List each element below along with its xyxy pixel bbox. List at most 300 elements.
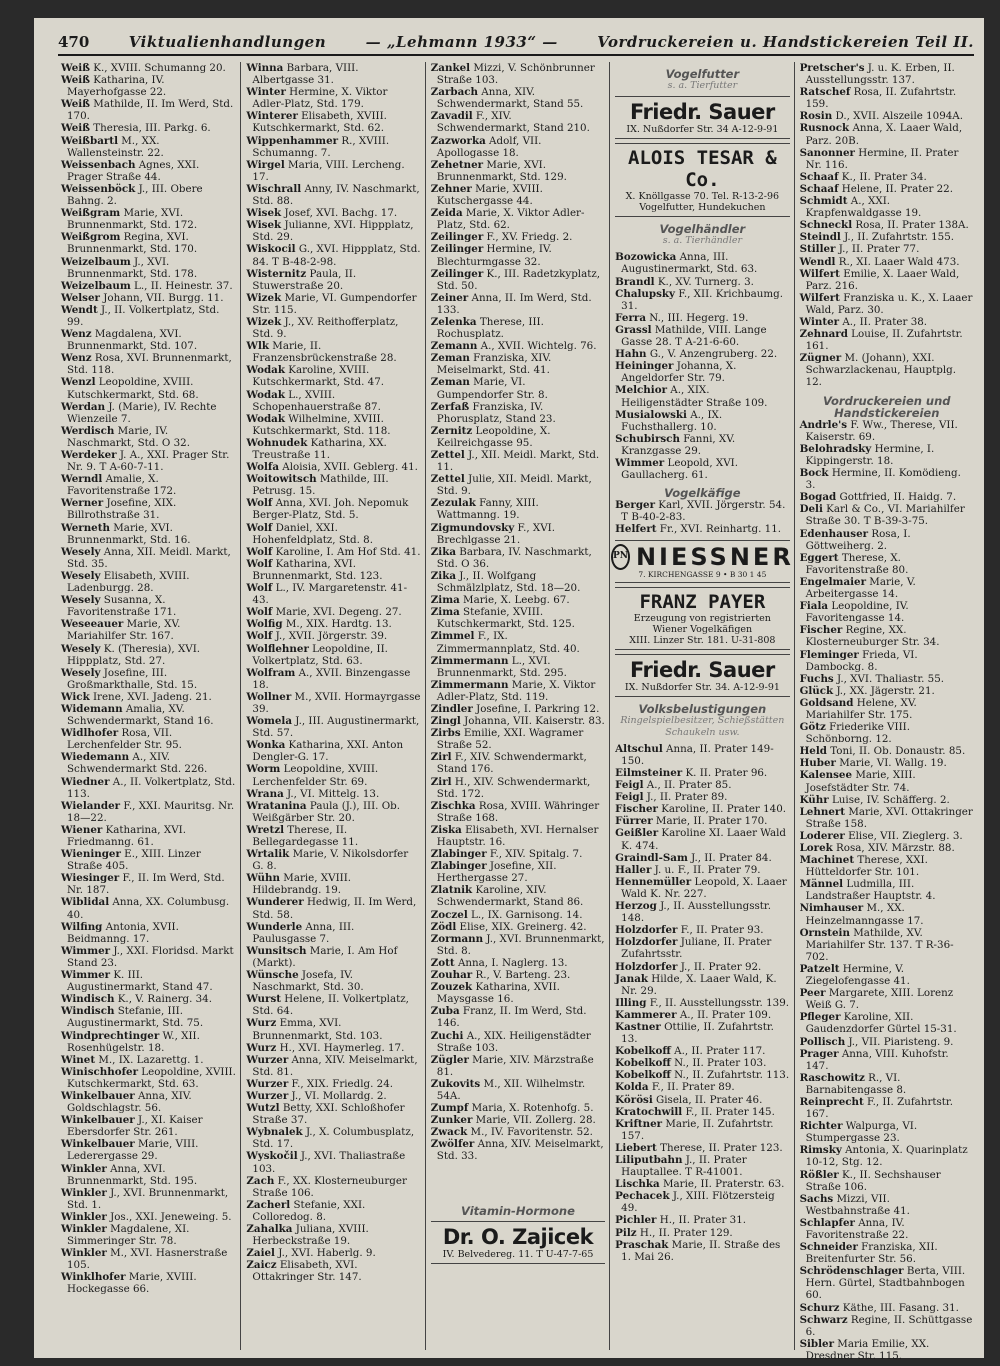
directory-entry: Weseeauer Marie, XV. Mariahilfer Str. 167. (61, 618, 181, 643)
directory-entry: Zezulak Fanny, XIII. Wattmanng. 19. (430, 497, 539, 522)
directory-entry: Rusnock Anna, X. Laaer Wald, Parz. 20B. (799, 122, 963, 147)
directory-entry: Wesely Josefine, III. Großmarkthalle, Std. 15. (61, 666, 198, 691)
directory-entry: Winet M., IX. Lazarettg. 1. (61, 1053, 204, 1066)
directory-entry: Deli Karl & Co., VI. Mariahilfer Straße 30. T B-39-3-75. (799, 503, 965, 528)
directory-entry: Wenz Rosa, XVI. Brunnenmarkt, Std. 118. (61, 352, 232, 377)
advert-payer-name: FRANZ PAYER (639, 590, 766, 613)
directory-entry: Lorek Rosa, XIV. Märzstr. 88. (799, 842, 955, 854)
directory-entry: Wonka Katharina, XXI. Anton Dengler-G. 17. (246, 739, 404, 764)
directory-entry: Held Toni, II. Ob. Donaustr. 85. (799, 745, 966, 758)
directory-entry: Widlhofer Rosa, VII. Lerchenfelder Str. 95. (61, 727, 182, 752)
directory-entry: Zimmel F., IX. Zimmermannplatz, Std. 40. (430, 630, 580, 655)
directory-entry: Wiedemann A., XIV. Schwendermarkt Std. 226. (61, 751, 208, 776)
directory-entry: Wilfert Emilie, X. Laaer Wald, Parz. 216. (799, 267, 960, 292)
page-number: 470 (58, 33, 90, 51)
directory-entry: Zimmermann L., XVI. Brunnenmarkt, Std. 295. (430, 654, 567, 679)
directory-entry: Wolfa Aloisia, XVII. Geblerg. 41. (246, 461, 418, 474)
directory-entry: Wisek Josef, XVI. Bachg. 17. (246, 207, 398, 220)
directory-entry: Welser Johann, VII. Burgg. 11. (61, 291, 224, 304)
center-running-title: — „Lehmann 1933“ — (365, 33, 558, 51)
section-title-volksbelustigungen: Volksbelustigungen (638, 701, 767, 716)
directory-entry: Wisternitz Paula, II. Stuwerstraße 20. (246, 267, 357, 292)
directory-entry: Kratochwill F., II. Prater 145. (615, 1105, 775, 1118)
directory-entry: Herzog J., II. Ausstellungsstr. 148. (615, 900, 771, 925)
directory-entry: Winkelbauer Anna, XIV. Goldschlagstr. 56. (61, 1089, 192, 1115)
directory-entry: Lischka Marie, II. Praterstr. 63. (615, 1178, 785, 1191)
directory-entry: Holzdorfer J., II. Prater 92. (615, 960, 762, 973)
directory-entry: Wurst Helene, II. Volkertplatz, Std. 64. (246, 993, 409, 1018)
directory-entry: Winterer Elisabeth, XVIII. Kutschkermarkt, Std. 62. (246, 110, 387, 135)
directory-entry: Wunsitsch Marie, I. Am Hof (Markt). (246, 944, 398, 969)
directory-entry: Worm Leopoldine, XVIII. Lerchenfelder Str. 69. (246, 763, 379, 788)
directory-entry: Zerfaß Franziska, IV. Phorusplatz, Stand 23. (430, 400, 556, 425)
directory-entry: Stiller J., II. Prater 77. (799, 243, 920, 256)
advert-payer-desc: Erzeugung von registrierten Wiener Vogelkäfigen (633, 612, 771, 635)
page-header (58, 30, 974, 56)
directory-entry: Werdan J. (Marie), IV. Rechte Wienzeile 7. (61, 400, 217, 425)
advert-sauer-2 (615, 654, 789, 697)
directory-entry: Bozowicka Anna, III. Augustinermarkt, Std. 63. (615, 251, 758, 276)
directory-entry: Wrana J., VI. Mittelg. 13. (246, 787, 380, 800)
advert-tesar-name: ALOIS TESAR & Co. (628, 147, 777, 192)
directory-entry: Winklhofer Marie, XVIII. Hockegasse 66. (61, 1271, 197, 1296)
directory-entry: Winter A., II. Prater 38. (799, 315, 928, 328)
directory-entry: Pechacek J., XIII. Flötzersteig 49. (615, 1190, 775, 1215)
directory-entry: Zika J., II. Wolfgang Schmälzlplatz, Std. 18—20. (430, 569, 581, 595)
advert-sauer-2-name: Friedr. Sauer (629, 657, 775, 682)
directory-entry: Götz Friederike VIII. Schönborng. 12. (799, 721, 910, 746)
advert-sauer-2-address: IX. Nußdorfer Str. 34. A-12-9-91 (624, 681, 780, 693)
directory-entry: Zunker Marie, VII. Zollerg. 28. (430, 1114, 596, 1127)
directory-entry: Wenzl Leopoldine, XVIII. Kutschkermarkt, Std. 68. (61, 376, 199, 401)
directory-entry: Zindler Josefine, I. Parkring 12. (430, 702, 600, 715)
directory-entry: Zott Anna, I. Naglerg. 13. (430, 956, 568, 969)
directory-entry: Winkler Magdalene, XI. Simmeringer Str. 78. (61, 1223, 190, 1248)
directory-entry: Zwack M., IV. Favoritenstr. 52. (430, 1126, 593, 1139)
directory-entry: Winkler M., XVI. Hasnerstraße 105. (61, 1247, 228, 1272)
directory-entry: Holzdorfer Juliane, II. Prater Zufahrtsstr. (615, 936, 772, 961)
directory-entry: Nimhauser M., XX. Heinzelmanngasse 17. (799, 902, 924, 927)
directory-entry: Zavadil F., XIV. Schwendermarkt, Stand 210. (430, 110, 590, 135)
advert-zajicek-address: IV. Belvedereg. 11. T U-47-7-65 (442, 1248, 594, 1260)
directory-entry: Winkler Anna, XVI. Brunnenmarkt, Std. 195. (61, 1162, 198, 1187)
directory-entry: Zouzek Katharina, XVII. Maysgasse 16. (430, 981, 560, 1006)
directory-entry: Schwarz Regine, II. Schüttgasse 6. (799, 1313, 973, 1338)
directory-entry: Wohnudek Katharina, XX. Treustraße 11. (246, 436, 387, 461)
advert-sauer-1 (615, 96, 789, 139)
advert-niessner-address: 7. KIRCHENGASSE 9 • B 30 1 45 (638, 569, 767, 579)
directory-entry: Werndl Amalie, X. Favoritenstraße 172. (61, 473, 177, 498)
directory-entry: Weissenböck J., III. Obere Bahng. 2. (61, 182, 203, 208)
directory-entry: Richter Walpurga, VI. Stumpergasse 23. (799, 1120, 918, 1145)
directory-entry: Kühr Luise, IV. Schäfferg. 2. (799, 793, 950, 806)
directory-entry: Wurzer F., XIX. Friedlg. 24. (246, 1077, 394, 1090)
directory-entry: Schaaf K., II. Prater 34. (799, 170, 927, 183)
niessner-logo: PN (611, 544, 630, 570)
directory-entry: Zehner Marie, XVIII. Kutschergasse 44. (430, 182, 543, 208)
directory-entry: Zigmundovsky F., XVI. Brechlgasse 21. (430, 521, 555, 546)
directory-entry: Zankel Mizzi, V. Schönbrunner Straße 103. (430, 62, 595, 87)
directory-entry: Sanonner Hermine, II. Prater Nr. 116. (799, 146, 959, 171)
directory-entry: Schlapfer Anna, IV. Favoritenstraße 22. (799, 1216, 909, 1241)
directory-entry: Zeilinger Hermine, IV. Blechturmgasse 32. (430, 243, 552, 268)
advert-tesar-address: X. Knöllgasse 70. Tel. R-13-2-96 (625, 191, 780, 203)
directory-entry: Zeiner Anna, II. Im Werd, Std. 133. (430, 291, 592, 316)
directory-entry: Wiener Katharina, XVI. Friedmanng. 61. (61, 823, 186, 848)
directory-entry: Winischhofer Leopoldine, XVIII. Kutschkermarkt, Std. 63. (61, 1065, 236, 1090)
directory-entry: Zirl H., XIV. Schwendermarkt, Std. 172. (430, 775, 591, 800)
directory-entry: Wisek Julianne, XVI. Hippplatz, Std. 29. (246, 219, 414, 244)
directory-entry: Weiß K., XVIII. Schumanng 20. (61, 62, 226, 74)
directory-entry: Windprechtinger W., XII. Rosenhügelstr. 18. (61, 1029, 200, 1054)
directory-entry: Zeilinger F., XV. Friedg. 2. (430, 231, 573, 244)
directory-entry: Wurzer J., VI. Mollardg. 2. (246, 1089, 387, 1102)
advert-niessner-name: NIESSNER (635, 542, 794, 571)
directory-entry: Schneider Franziska, XII. Breitenfurter Str. 56. (799, 1241, 938, 1266)
directory-entry: Wunderer Hedwig, II. Im Werd, Std. 58. (246, 896, 417, 921)
directory-entry: Werdisch Marie, IV. Naschmarkt, Std. O 32. (61, 424, 190, 449)
directory-entry: Wollner M., XVII. Hormayrgasse 39. (246, 690, 421, 715)
directory-entry: Widemann Amalia, XV. Schwendermarkt, Stand 16. (61, 702, 214, 728)
advert-payer-address: XIII. Linzer Str. 181. U-31-808 (629, 634, 776, 646)
directory-entry: Loderer Elise, VII. Zieglerg. 3. (799, 829, 963, 842)
directory-entry: Wyskočil J., XVI. Thaliastraße 103. (246, 1150, 406, 1175)
column-5 (794, 62, 978, 1362)
directory-entry: Wunderle Anna, III. Paulusgasse 7. (246, 920, 355, 945)
directory-entry: Rößler K., II. Sechshauser Straße 106. (799, 1168, 941, 1193)
directory-entry: Wodak Wilhelmine, XVIII. Kutschkermarkt, Std. 118. (246, 412, 391, 437)
directory-entry: Kalensee Marie, XIII. Josefstädter Str. 74. (799, 769, 916, 794)
directory-entry: Wizek Marie, VI. Gumpendorfer Str. 115. (246, 291, 417, 316)
directory-entry: Wendt J., II. Volkertplatz, Std. 99. (61, 303, 220, 328)
directory-entry: Fischer Karoline, II. Prater 140. (615, 803, 787, 816)
directory-entry: Zouhar R., V. Barteng. 23. (430, 969, 571, 982)
directory-entry: Pfleger Karoline, XII. Gaudenzdorfer Gürtel 15-31. (799, 1011, 957, 1036)
column-1 (56, 62, 240, 1350)
directory-entry: Zahalka Juliana, XVIII. Herbeckstraße 19. (246, 1223, 369, 1248)
column-4 (609, 62, 793, 1350)
directory-entry: Wolfig M., XIX. Hardtg. 13. (246, 618, 392, 631)
section-sub-volksbelustigungen: Ringelspielbesitzer, Schießstätten Schaukeln usw. (620, 714, 785, 738)
directory-entry: Helfert Fr., XVI. Reinhartg. 11. (615, 523, 782, 536)
directory-entry: Belohradsky Hermine, I. Kippingerstr. 18. (799, 442, 935, 467)
directory-entry: Wratanina Paula (J.), III. Ob. Weißgärber Str. 20. (246, 799, 401, 824)
directory-entry: Windisch Stefanie, III. Augustinermarkt, Std. 75. (61, 1005, 204, 1030)
directory-entry: Pollisch J., VII. Piaristeng. 9. (799, 1035, 954, 1048)
directory-entry: Ornstein Mathilde, XV. Mariahilfer Str. 137. T R-36-702. (799, 926, 954, 963)
directory-entry: Zelenka Therese, III. Rochusplatz. (430, 315, 544, 341)
directory-entry: Zuba Franz, II. Im Werd, Std. 146. (430, 1005, 587, 1030)
directory-entry: Sibler Maria Emilie, XX. Dresdner Str. 115. (799, 1337, 930, 1362)
directory-entry: Zumpf Maria, X. Rotenhofg. 5. (430, 1102, 594, 1115)
directory-entry: Zirl F., XIV. Schwendermarkt, Stand 176. (430, 751, 587, 776)
directory-entry: Zaiel J., XVI. Haberlg. 9. (246, 1247, 376, 1260)
directory-entry: Rosin D., XVII. Alszeile 1094A. (799, 110, 964, 123)
directory-entry: Hahn G., V. Anzengruberg. 22. (615, 348, 778, 361)
directory-entry: Zima Marie, X. Leebg. 67. (430, 594, 570, 607)
directory-entry: Wodak Karoline, XVIII. Kutschkermarkt, Std. 47. (246, 364, 385, 389)
column-3 (425, 62, 609, 1350)
directory-entry: Ferra N., III. Hegerg. 19. (615, 311, 749, 324)
directory-entry: Eilmsteiner K. II. Prater 96. (615, 767, 768, 779)
directory-entry: Schneckl Rosa, II. Prater 138A. (799, 219, 969, 232)
directory-entry: Wiedner A., II. Volkertplatz, Std. 113. (61, 775, 236, 800)
directory-entry: Zügler Marie, XIV. Märzstraße 81. (430, 1053, 594, 1078)
directory-entry: Fürrer Marie, II. Prater 170. (615, 815, 768, 828)
directory-entry: Grassl Mathilde, VIII. Lange Gasse 28. T A-21-6-60. (615, 323, 767, 349)
directory-entry: Wolf Anna, XVI. Joh. Nepomuk Berger-Platz, Std. 5. (246, 497, 409, 522)
directory-entry: Hennemüller Leopold, X. Laaer Wald K. Nr. 227. (615, 875, 787, 900)
directory-entry: Graindl-Sam J., II. Prater 84. (615, 851, 772, 864)
directory-entry: Wlk Marie, II. Franzensbrückenstraße 28. (246, 340, 397, 365)
directory-entry: Zeman Franziska, XIV. Meiselmarkt, Std. 41. (430, 352, 552, 377)
directory-entry: Brandl K., XV. Turnerg. 3. (615, 275, 754, 288)
directory-entry: Janak Hilde, X. Laaer Wald, K. Nr. 29. (615, 972, 777, 997)
directory-entry: Haller J. u. F., II. Prater 79. (615, 863, 761, 876)
directory-entry: Wesely Anna, XII. Meidl. Markt, Std. 35. (61, 545, 231, 570)
directory-entry: Pilz H., II. Prater 129. (615, 1226, 733, 1239)
directory-entry: Wünsche Josefa, IV. Naschmarkt, Std. 30. (246, 969, 364, 994)
directory-entry: Zuchi A., XIX. Heiligenstädter Straße 103. (430, 1029, 591, 1054)
directory-entry: Wirgel Maria, VIII. Lercheng. 17. (246, 158, 405, 183)
section-title-vogelhaendler: Vogelhändler (659, 222, 746, 237)
directory-entry: Wesely K. (Theresia), XVI. Hippplatz, Std. 27. (61, 642, 201, 667)
directory-entry: Zehnard Louise, II. Zufahrtstr. 161. (799, 328, 963, 353)
directory-entry: Wurz H., XVI. Haymerleg. 17. (246, 1041, 405, 1054)
directory-entry: Fuchs J., XVI. Thaliastr. 55. (799, 672, 945, 685)
directory-entry: Zoczel L., IX. Garnisong. 14. (430, 908, 583, 921)
directory-entry: Schurz Käthe, III. Fasang. 31. (799, 1301, 959, 1314)
advert-zajicek-name: Dr. O. Zajicek (442, 1224, 594, 1249)
directory-entry: Andrle's F. Ww., Therese, VII. Kaiserstr. 69. (799, 418, 958, 443)
directory-entry: Zischka Rosa, XVIII. Währinger Straße 168. (430, 799, 600, 824)
directory-entry: Wippenhammer R., XVIII. Schumanng. 7. (246, 134, 390, 159)
directory-entry: Edenhauser Rosa, I. Göttweiherg. 2. (799, 527, 911, 552)
directory-entry: Feigl J., II. Prater 89. (615, 791, 728, 804)
directory-entry: Zormann J., XVI. Brunnenmarkt, Std. 8. (430, 932, 605, 957)
directory-entry: Zacherl Stefanie, XXI. Colloredog. 8. (246, 1198, 366, 1223)
directory-entry: Zlabinger F., XIV. Spitalg. 7. (430, 848, 583, 861)
directory-entry: Zettel Julie, XII. Meidl. Markt, Std. 9. (430, 473, 592, 498)
directory-entry: Eggert Therese, X. Favoritenstraße 80. (799, 551, 909, 576)
directory-entry: Zügner M. (Johann), XXI. Schwarzlackenau, Hauptplg. 12. (799, 352, 957, 389)
directory-entry: Zirbs Emilie, XXI. Wagramer Straße 52. (430, 727, 584, 752)
directory-entry: Weißgrom Regina, XVI. Brunnenmarkt, Std. 170. (61, 231, 198, 256)
directory-entry: Zach F., XX. Klosterneuburger Straße 106. (246, 1174, 407, 1199)
section-title-vogelkaefige: Vogelkäfige (664, 486, 741, 501)
directory-entry: Holzdorfer F., II. Prater 93. (615, 924, 764, 937)
directory-entry: Winkler Jos., XXI. Jeneweing. 5. (61, 1210, 232, 1223)
directory-entry: Wolf Marie, XVI. Degeng. 27. (246, 606, 402, 619)
directory-entry: Kobelkoff A., II. Prater 117. (615, 1045, 766, 1058)
section-title-vordruckereien: Vordruckereien und Handstickereien (822, 393, 951, 420)
directory-entry: Wolf Katharina, XVI. Brunnenmarkt, Std. 123. (246, 557, 383, 582)
directory-entry: Wiesinger F., II. Im Werd, Std. Nr. 187. (61, 872, 225, 897)
directory-entry: Weiß Mathilde, II. Im Werd, Std. 170. (61, 98, 234, 123)
directory-entry: Werneth Marie, XVI. Brunnenmarkt, Std. 16. (61, 521, 191, 546)
directory-entry: Schubirsch Fanni, XV. Kranzgasse 29. (615, 432, 736, 457)
directory-entry: Sachs Mizzi, VII. Westbahnstraße 41. (799, 1192, 910, 1217)
directory-entry: Zehetner Marie, XVI. Brunnenmarkt, Std. 129. (430, 158, 567, 183)
directory-entry: Wolfram A., XVII. Binzengasse 18. (246, 666, 411, 691)
directory-entry: Wodak L., XVIII. Schopenhauerstraße 87. (246, 388, 381, 413)
directory-entry: Woitowitsch Mathilde, III. Petrusg. 15. (246, 473, 389, 498)
directory-entry: Wielander F., XXI. Mauritsg. Nr. 18—22. (61, 799, 235, 824)
directory-entry: Windisch K., V. Rainerg. 34. (61, 993, 213, 1006)
directory-entry: Wurzer Anna, XIV. Meiselmarkt, Std. 81. (246, 1053, 418, 1078)
directory-entry: Weissenbach Agnes, XXI. Prager Straße 44. (61, 158, 200, 183)
directory-entry: Weißbartl M., XX. Wallensteinstr. 22. (61, 134, 164, 159)
right-running-title: Vordruckereien u. Handstickereien Teil II. (597, 33, 974, 51)
left-running-title: Viktualienhandlungen (128, 33, 327, 51)
directory-entry: Winkelbauer Marie, VIII. Lederergasse 29. (61, 1138, 199, 1163)
directory-entry: Kobelkoff N., II. Prater 103. (615, 1057, 767, 1070)
directory-entry: Reinprecht F., II. Zufahrtstr. 167. (799, 1095, 953, 1121)
directory-entry: Weiß Katharina, IV. Mayerhofgasse 22. (61, 74, 167, 99)
directory-entry: Ratschef Rosa, II. Zufahrtstr. 159. (799, 86, 957, 111)
directory-entry: Zernitz Leopoldine, X. Keilreichgasse 95. (430, 424, 551, 449)
directory-entry: Heininger Johanna, X. Angeldorfer Str. 79. (615, 360, 737, 385)
section-title-vogelfutter: Vogelfutter (665, 67, 740, 81)
directory-entry: Zeida Marie, X. Viktor Adler-Platz, Std. 62. (430, 207, 585, 232)
directory-entry: Wiblidal Anna, XX. Columbusg. 40. (61, 896, 230, 921)
directory-entry: Altschul Anna, II. Prater 149-150. (615, 742, 774, 767)
directory-entry: Zettel J., XII. Meidl. Markt, Std. 11. (430, 449, 600, 474)
directory-entry: Pretscher's J. u. K. Erben, II. Ausstellungsstr. 137. (799, 62, 955, 87)
advert-tesar (615, 143, 789, 217)
directory-entry: Engelmaier Marie, V. Arbeitergasse 14. (799, 575, 916, 601)
directory-entry: Kammerer A., II. Prater 109. (615, 1008, 772, 1021)
directory-page (34, 18, 984, 1362)
directory-entry: Bogad Gottfried, II. Haidg. 7. (799, 491, 957, 504)
directory-entry: Zlabinger Josefine, XII. Herthergasse 27. (430, 860, 557, 885)
directory-entry: Zeilinger K., III. Radetzkyplatz, Std. 50. (430, 267, 601, 292)
directory-entry: Peer Margarete, XIII. Lorenz Weiß G. 7. (799, 987, 954, 1012)
directory-entry: Wenz Magdalena, XVI. Brunnenmarkt, Std. 107. (61, 328, 198, 353)
directory-entry: Zödl Elise, XIX. Greinerg. 42. (430, 920, 587, 933)
directory-entry: Zeman Marie, VI. Gumpendorfer Str. 8. (430, 376, 548, 401)
directory-entry: Liliputbahn J., II. Prater Hauptallee. T R-41001. (615, 1154, 747, 1179)
directory-entry: Wolf J., XVII. Jörgerstr. 39. (246, 630, 388, 643)
directory-entry: Kastner Ottilie, II. Zufahrtstr. 13. (615, 1020, 774, 1046)
directory-entry: Chalupsky F., XII. Krichbaumg. 31. (615, 287, 783, 312)
section-sub-vogelfutter: s. a. Tierfutter (667, 80, 738, 92)
directory-entry: Glück J., XX. Jägerstr. 21. (799, 684, 935, 697)
directory-entry: Wimmer K. III. Augustinermarkt, Stand 47. (61, 969, 213, 994)
directory-entry: Bock Hermine, II. Komödieng. 3. (799, 467, 961, 492)
directory-entry: Wretzl Therese, II. Bellegardegasse 11. (246, 823, 359, 848)
directory-entry: Weizelbaum J., XVI. Brunnenmarkt, Std. 178. (61, 255, 198, 280)
directory-entry: Lehnert Marie, XVI. Ottakringer Straße 158. (799, 805, 973, 830)
directory-entry: Zarbach Anna, XIV. Schwendermarkt, Stand 55. (430, 86, 584, 111)
directory-entry: Wischrall Anny, IV. Naschmarkt, Std. 88. (246, 182, 420, 208)
directory-entry: Ziska Elisabeth, XVI. Hernalser Hauptstr. 16. (430, 823, 599, 848)
directory-entry: Zingl Johanna, VII. Kaiserstr. 83. (430, 715, 605, 728)
directory-entry: Patzelt Hermine, V. Ziegelofengasse 41. (799, 962, 910, 988)
advert-payer (615, 587, 789, 650)
advert-zajicek (431, 1221, 605, 1264)
advert-sauer-1-address: IX. Nußdorfer Str. 34 A-12-9-91 (626, 124, 779, 136)
directory-entry: Kolda F., II. Prater 89. (615, 1081, 735, 1094)
directory-entry: Fiala Leopoldine, IV. Favoritengasse 14. (799, 600, 909, 625)
directory-entry: Steindl J., II. Zufahrtstr. 155. (799, 231, 955, 244)
directory-entry: Weißgram Marie, XVI. Brunnenmarkt, Std. 172. (61, 207, 198, 232)
directory-entry: Wilfert Franziska u. K., X. Laaer Wald, Parz. 30. (799, 291, 973, 316)
directory-entry: Werner Josefine, XIX. Billrothstraße 31. (61, 497, 177, 522)
directory-entry: Wrtalik Marie, V. Nikolsdorfer G. 8. (246, 848, 409, 873)
directory-entry: Schaaf Helene, II. Prater 22. (799, 182, 954, 195)
directory-entry: Kriftner Marie, II. Zufahrtstr. 157. (615, 1117, 774, 1142)
directory-entry: Wolflehner Leopoldine, II. Volkertplatz, Std. 63. (246, 642, 388, 667)
directory-entry: Melchior A., XIX. Heiligenstädter Straße 109. (615, 384, 768, 409)
directory-entry: Geißler Karoline XI. Laaer Wald K. 474. (615, 827, 787, 852)
column-2 (240, 62, 424, 1350)
directory-entry: Wiskocil G., XVI. Hippplatz, Std. 84. T B-48-2-98. (246, 243, 421, 268)
section-sub-vogelhaendler: s. a. Tierhändler (662, 235, 743, 247)
advert-tesar-sub: Vogelfutter, Hundekuchen (639, 202, 766, 214)
directory-entry: Womela J., III. Augustinermarkt, Std. 57. (246, 715, 420, 740)
directory-entry: Wizek J., XV. Reithofferplatz, Std. 9. (246, 315, 399, 341)
directory-entry: Wesely Elisabeth, XVIII. Ladenburgg. 28. (61, 569, 190, 595)
directory-entry: Zika Barbara, IV. Naschmarkt, Std. O 36. (430, 545, 592, 570)
directory-entry: Wimmer J., XXI. Floridsd. Markt Stand 23. (61, 944, 234, 969)
directory-entry: Wick Irene, XVI. Jadeng. 21. (61, 690, 212, 703)
directory-entry: Zazworka Adolf, VII. Apollogasse 18. (430, 134, 542, 159)
directory-entry: Fleminger Frieda, VI. Dambockg. 8. (799, 648, 918, 673)
directory-entry: Liebert Therese, II. Prater 123. (615, 1141, 783, 1154)
directory-entry: Rimsky Antonia, X. Quarinplatz 10-12, Stg. 12. (799, 1144, 968, 1169)
directory-entry: Wybnalek J., X. Columbusplatz, Std. 17. (246, 1126, 415, 1151)
directory-entry: Wilfing Antonia, XVII. Beidmanng. 17. (61, 920, 179, 945)
directory-entry: Raschowitz R., VI. Barnabitengasse 8. (799, 1071, 907, 1096)
directory-entry: Zaicz Elisabeth, XVI. Ottakringer Str. 147. (246, 1259, 362, 1284)
directory-entry: Wendl R., XI. Laaer Wald 473. (799, 255, 960, 268)
directory-entry: Berger Karl, XVII. Jörgerstr. 54. T B-40-2-83. (615, 499, 786, 524)
directory-entry: Zwölfer Anna, XIV. Meiselmarkt, Std. 33. (430, 1138, 604, 1163)
advert-niessner (612, 540, 794, 583)
directory-entry: Wutzl Betty, XXI. Schloßhofer Straße 37. (246, 1102, 405, 1127)
directory-entry: Winkler J., XVI. Brunnenmarkt, Std. 1. (61, 1186, 229, 1211)
directory-entry: Männel Ludmilla, III. Landstraßer Hauptstr. 4. (799, 878, 936, 903)
directory-entry: Wolf L., IV. Margaretenstr. 41-43. (246, 582, 408, 607)
directory-entry: Wimmer Leopold, XVI. Gaullacherg. 61. (615, 456, 738, 482)
directory-entry: Wieninger E., XIII. Linzer Straße 405. (61, 848, 201, 873)
directory-entry: Pichler H., II. Prater 31. (615, 1214, 747, 1227)
directory-entry: Zimmermann Marie, X. Viktor Adler-Platz, Std. 119. (430, 678, 596, 703)
directory-entry: Musialowski A., IX. Fuchsthallerg. 10. (615, 408, 723, 433)
directory-entry: Winna Barbara, VIII. Albertgasse 31. (246, 62, 359, 87)
directory-entry: Illing F., II. Ausstellungsstr. 139. (615, 996, 790, 1009)
directory-entry: Körösi Gisela, II. Prater 46. (615, 1093, 763, 1106)
directory-entry: Zima Stefanie, XVIII. Kutschkermarkt, Std. 125. (430, 606, 575, 631)
directory-entry: Praschak Marie, II. Straße des 1. Mai 26. (615, 1238, 781, 1263)
directory-entry: Wühn Marie, XVIII. Hildebrandg. 19. (246, 872, 352, 897)
directory-entry: Kobelkoff N., II. Zufahrtstr. 113. (615, 1069, 790, 1082)
directory-entry: Winter Hermine, X. Viktor Adler-Platz, Std. 179. (246, 86, 388, 111)
advert-sauer-1-name: Friedr. Sauer (629, 100, 775, 125)
directory-entry: Feigl A., II. Prater 85. (615, 779, 732, 792)
directory-entry: Zlatnik Karoline, XIV. Schwendermarkt, Stand 86. (430, 884, 584, 909)
directory-entry: Prager Anna, VIII. Kuhofstr. 147. (799, 1047, 949, 1072)
directory-entry: Wesely Susanna, X. Favoritenstraße 171. (61, 594, 177, 619)
directory-entry: Wolf Daniel, XXI. Hohenfeldplatz, Std. 8. (246, 521, 374, 546)
directory-entry: Wurz Emma, XVI. Brunnenmarkt, Std. 103. (246, 1017, 383, 1042)
directory-entry: Schmidt A., XXI. Krapfenwaldgasse 19. (799, 195, 922, 220)
directory-entry: Zemann A., XVII. Wichtelg. 76. (430, 340, 597, 353)
columns (56, 62, 978, 1362)
directory-entry: Machinet Therese, XXI. Hütteldorfer Str. 101. (799, 854, 928, 879)
directory-entry: Winkelbauer J., XI. Kaiser Ebersdorfer Str. 261. (61, 1114, 203, 1139)
